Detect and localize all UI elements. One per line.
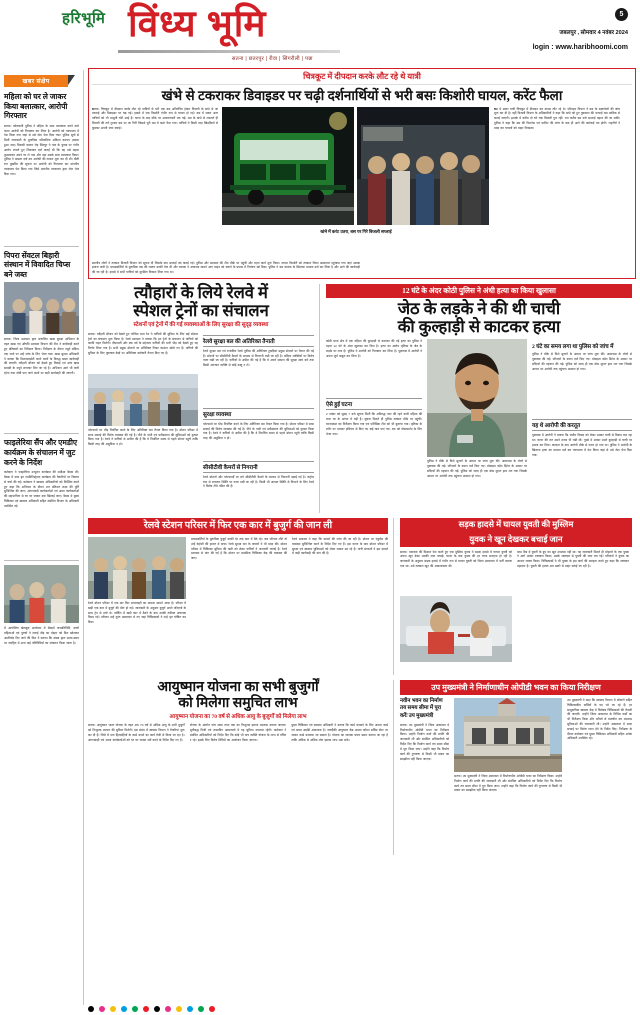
lead-body-2: स्थानीय लोगों ने तत्काल बिजली विभाग को सूचना दी जिसके बाद सप्लाई बंद कराई गई। पुलिस और प्रशासन की टीम मौके पर पहुंची और राहत कार्य शुरू किया। घायल किशोरी को तत्काल जिला अस्पताल पहुंचाया गया जहां उसका इलाज जारी है। प्रत्यक्षदर्शियों के मुताबिक बस की रफ्तार काफी तेज थी और चालक ने अचानक सामने आए वाहन को बचाने के प्रयास में नियंत्रण खो दिया। पुलिस ने बस चालक के खिलाफ मामला दर्ज कर लिया है और आगे की कार्यवाही की जा रही है। हादसे में सभी यात्रियों को सुरक्षित निकाल लिया गया था।	[92, 260, 360, 275]
opd-sidenote: नवीन भवन का निर्माण तय समय सीमा में पूरा करेंः उप मुख्यमंत्री	[400, 697, 443, 719]
lead-body-3: बस में सवार यात्री चित्रकूट में दीपदान कर वापस लौट रहे थे। परिवहन विभाग ने बस के दस्तावेजों की जांच शुरू कर दी है। वहीं बिजली विभाग के अधिकारियों ने कहा कि खंभे को हुए नुकसान की भरपाई बस मालिक से कराई जाएगी। इलाके में करीब दो घंटे तक बिजली गुल रही। रात करीब दस बजे सप्लाई बहाल की जा सकी। पुलिस ने कहा कि बस की फिटनेस एवं परमिट की जांच के बाद ही आगे की कार्रवाई तय होगी। राहगीरों ने मदद कर घायलों को बाहर निकाला।	[494, 106, 620, 130]
blood-story	[400, 518, 632, 675]
color-registration-marks	[88, 1006, 215, 1012]
railway-body-2: रेलवे सुरक्षा बल एवं राजकीय रेलवे पुलिस की अतिरिक्त टुकड़ियां प्रमुख स्टेशनों पर तैनात की गई हैं। स्टेशनों पर सीसीटीवी कैमरों के माध्यम से निगरानी रखी जा रही है। संदिग्ध व्यक्तियों पर विशेष नजर रखी जा रही है। यात्रियों से अपील की गई है कि वे अपने सामान की सुरक्षा स्वयं करें तथा किसी अनजान व्यक्ति से कोई वस्तु न लें।	[203, 348, 314, 368]
old-man-body-3: रेलवे प्रशासन ने कहा कि मामले की जांच की जा रही है। स्टेशन पर एंबुलेंस की व्यवस्था सुनिश्चित करने के निर्देश दिए गए हैं। इस घटना के बाद स्टेशन परिसर में सुरक्षा एवं स्वास्थ्य सुविधाओं को लेकर सवाल उठ रहे हैं। यात्री संगठनों ने इस मामले में कड़ी कार्यवाही की मांग की है।	[292, 536, 388, 556]
old-man-body-2: प्रत्यक्षदर्शियों के मुताबिक बुजुर्ग काफी देर तक कार में बैठे रहे। जब परिजन लौटे तो उन्हें बेहोशी की हालत में पाया। रेलवे सुरक्षा बल के जवानों ने भी मदद की। स्टेशन परिसर में चिकित्सा सुविधा की कमी को लेकर यात्रियों ने नाराजगी जताई है। रेलवे प्रशासन से मांग की गई है कि स्टेशन पर प्राथमिक चिकित्सा केंद्र की व्यवस्था की जाए।	[191, 536, 287, 561]
sidebar-body-0: सतना। कोतवाली पुलिस ने महिला के साथ बलात्कार करने वाले फरार आरोपी को गिरफ्तार कर लिया है। आरोपी को न्यायालय में पेश किया गया जहां से उसे जेल भेज दिया गया। पुलिस सूत्रों से मिली जानकारी के मुताबिक परिवादिया अंकिता कश्यप (बदला हुआ नाम) निवासी बाजार रोड़ सिंगपुर ने गांव के युवक पर गंभीर आरोप लगाते हुए शिकायत दर्ज कराई थी कि वह उसे बहला फुसलाकर अपने घर ले गया और वहां उसके साथ बलात्कार किया। पुलिस ने मामला दर्ज कर आरोपी की तलाश शुरू कर दी थी। बीती रात मुखबिर की सूचना पर आरोपी को गिरफ्तार कर माननीय न्यायालय पेश किया गया जिसे माननीय न्यायालय द्वारा जेल भेज दिया गया।	[4, 123, 79, 176]
murder-body-2b: पुलिस ने मौके से मिले सुरागों के आधार पर जांच शुरू की। आसपास के लोगों से पूछताछ की गई। परिजनों के बयान दर्ज किए गए। मोबाइल कॉल डिटेल के आधार पर संदिग्धों की पहचान की गई। पुलिस को जल्द ही एक ठोस सुराग हाथ लग गया जिसके आधार पर आरोपी तक पहुंचना आसान हो गया।	[532, 352, 632, 371]
murder-subhead-1: ऐसे हुई घटना	[326, 398, 422, 410]
opd-body-1: सतना। उप मुख्यमंत्री ने जिला अस्पताल में निर्माणाधीन ओपीडी भवन का निरीक्षण किया। उन्होंने निर्माण कार्य की प्रगति की जानकारी ली और संबंधित अधिकारियों को निर्देश दिए कि निर्माण कार्य तय समय सीमा में पूरा किया जाए। उन्होंने कहा कि निर्माण कार्य की गुणवत्ता से किसी भी प्रकार का समझौता नहीं किया जाएगा।	[400, 722, 450, 761]
murder-body-3: पूछताछ में आरोपी ने बताया कि जमीन विवाद को लेकर उसका चाची से विवाद चल रहा था। घटना की रात उसने शराब पी रखी थी। गुस्से में आकर उसने कुल्हाड़ी से चाची पर हमला कर दिया। वारदात के बाद आरोपी मौके से फरार हो गया था। पुलिस ने आरोपी के खिलाफ हत्या का मामला दर्ज कर न्यायालय में पेश किया जहां से उसे जेल भेज दिया गया।	[532, 433, 632, 457]
divider	[4, 560, 79, 561]
ayushman-story	[88, 680, 394, 855]
murder-body-1: कोठी थाना क्षेत्र में एक महिला की कुल्हाड़ी से काटकर की गई हत्या का पुलिस ने महज 12 घंटे के अंदर खुलासा कर दिया है। हत्या का आरोप मृतिका के जेठ के लड़के पर लगा है। पुलिस ने आरोपी को गिरफ्तार कर लिया है। पूछताछ में आरोपी ने अपना जुर्म कबूल कर लिया है।	[326, 339, 422, 358]
railway-subhead: स्टेशनों एवं ट्रेनों में की गई व्यवस्थाओं के लिए सुरक्षा की सुदृढ़ व्यवस्था	[133, 322, 269, 329]
lead-photo-caption: खंभे में करंट उतरा, बस पर गिरे बिजली सप्लाई	[320, 228, 392, 234]
section-railway-murder	[88, 284, 636, 514]
sidebar-headline-2[interactable]: फाइलेरिया सैंप और एमडीए कार्यक्रम के संचालन में जुट करने के निर्देश	[4, 438, 78, 467]
murder-accused-photo	[427, 339, 527, 457]
lead-kicker: चित्रकूट में दीपदान करके लौट रहे थे यात्री	[92, 71, 632, 85]
ayushman-headline-line1[interactable]: आयुष्मान योजना का सभी बुजुर्गों	[157, 679, 319, 695]
railway-box-body: रेलवे स्टेशनों और प्लेटफार्मों पर लगे सीसीटीवी कैमरों के माध्यम से निगरानी बढ़ाई गई है। कंट्रोल रूम से लगातार स्थिति पर नजर रखी जा रही है। किसी भी आपात स्थिति से निपटने के लिए रेलवे ने विशेष टीमें गठित की हैं।	[203, 474, 314, 489]
railway-box-head: सीसीटीवी कैमरों से निगरानी	[203, 461, 314, 473]
murder-story	[326, 284, 632, 514]
blood-body-1: सतना। मानवता की मिसाल पेश करते हुए एक मुस्लिम युवक ने सड़क हादसे में घायल युवती को अपना खून देकर उसकी जान बचाई। घटना के बाद युवक की हर तरफ सराहना हो रही है। जानकारी के अनुसार सड़क हादसे में गंभीर रूप से घायल युवती को जिला अस्पताल में भर्ती कराया गया था। उसे तत्काल खून की आवश्यकता थी।	[400, 549, 512, 569]
railway-body-3: प्लेटफार्म पर भीड़ नियंत्रित करने के लिए अतिरिक्त बल तैनात किया गया है। स्टेशन परिसर में साफ सफाई की विशेष व्यवस्था की गई है। पीने के पानी एवं प्रतीक्षालय की सुविधाओं को दुरुस्त किया गया है। रेलवे ने यात्रियों से अपील की है कि वे निर्धारित समय से पहले स्टेशन पहुंचें ताकि किसी तरह की असुविधा न हो।	[203, 421, 314, 441]
masthead	[0, 0, 640, 68]
opd-body-3: उप मुख्यमंत्री ने कहा कि स्वास्थ्य विभाग में डॉक्टरों सहित चिकित्सकीय कर्मियों के पद भरे जा रहे हैं। हर सामुदायिक स्वास्थ्य केंद्र में विशेषज्ञ चिकित्सकों की तैनाती की जाएगी। उन्होंने जिला अस्पताल के विभिन्न वार्डों का भी निरीक्षण किया और मरीजों से बातचीत कर उपलब्ध सुविधाओं की जानकारी ली। उन्होंने अस्पताल में साफ सफाई पर विशेष ध्यान देने के निर्देश दिए। निरीक्षण के दौरान कलेक्टर एवं मुख्य चिकित्सा अधिकारी सहित अनेक अधिकारी उपस्थित रहे।	[567, 697, 632, 741]
old-man-photo	[88, 537, 186, 599]
opd-body-2: सतना। उप मुख्यमंत्री ने जिला अस्पताल में निर्माणाधीन ओपीडी भवन का निरीक्षण किया। उन्होंने निर्माण कार्य की प्रगति की जानकारी ली और संबंधित अधिकारियों को निर्देश दिए कि निर्माण कार्य तय समय सीमा में पूरा किया जाए। उन्होंने कहा कि निर्माण कार्य की गुणवत्ता से किसी भी प्रकार का समझौता नहीं किया जाएगा।	[454, 773, 563, 793]
lead-photo-bus	[222, 107, 354, 225]
sidebar-photo-1	[4, 282, 79, 334]
old-man-story	[88, 518, 394, 675]
sidebar-body-1: सतना। जिला प्रशासन द्वारा संचालित खाद्य सुरक्षा अभियान के तहत खाद्य एवं औषधि प्रशासन विभाग की टीम ने कार्यवाही करते हुए प्रतिष्ठानों का निरीक्षण किया। निरीक्षण के दौरान नमूने संदिग्ध पाए जाने पर उन्हें जांच के लिए भेजा गया। खाद्य सुरक्षा अधिकारी ने बताया कि मिलावटखोरी करने वालों के विरुद्ध सख्त कार्यवाही की जाएगी। त्यौहारी सीजन को देखते हुए मिठाई एवं अन्य खाद्य सामग्री के नमूने लगातार लिए जा रहे हैं। अभियान आगे भी जारी रहेगा तथा दोषी पाए जाने वालों पर कड़ी कार्यवाही की जाएगी।	[4, 337, 79, 376]
sidebar-body-3: में आयोजित खेलकूद आयोजन में सैकड़ों जनप्रतिनिधि, बच्चों महिलाओं एवं पुरुषों ने लगाई दौड़ का मोहरा को दिल खोलकर आशीर्वाद दिए जाने की विश ने बताया कि संस्था द्वारा समय-समय पर जनहित में अन्य कई गतिविधियों का संचालन किया जाता है।	[4, 626, 79, 645]
blood-donation-photo	[400, 596, 512, 662]
railway-subhead-2: रेलवे सुरक्षा बल की अतिरिक्त तैनाती	[203, 335, 314, 347]
murder-kicker: 12 घंटे के अंदर कोठी पुलिस ने अंधी हत्या का किया खुलासा	[326, 284, 632, 298]
railway-subhead-3: सुरक्षा व्यवस्था	[203, 408, 314, 420]
blood-headline-line1[interactable]: सड़क हादसे में घायल युवती की मुस्लिम	[400, 518, 632, 532]
ayushman-body-1: सतना। आयुष्मान भारत योजना के तहत अब 70 वर्ष से अधिक आयु के सभी बुजुर्गों को निःशुल्क उपचार की सुविधा मिलेगी। इस संबंध में स्वास्थ्य विभाग ने तैयारियां शुरू कर दी हैं। जिले में पात्र हितग्राहियों के कार्ड बनाने का कार्य तेजी से किया जा रहा है। आंगनबाड़ी एवं आशा कार्यकर्ताओं को घर घर जाकर सर्वे करने के निर्देश दिए गए हैं।	[88, 723, 185, 742]
railway-body-3b: प्लेटफार्म पर भीड़ नियंत्रित करने के लिए अतिरिक्त बल तैनात किया गया है। स्टेशन परिसर में साफ सफाई की विशेष व्यवस्था की गई है। पीने के पानी एवं प्रतीक्षालय की सुविधाओं को दुरुस्त किया गया है। रेलवे ने यात्रियों से अपील की है कि वे निर्धारित समय से पहले स्टेशन पहुंचें ताकि किसी तरह की असुविधा न हो।	[88, 427, 198, 447]
lead-photo-group	[222, 107, 490, 259]
ayushman-headline-line2[interactable]: को मिलेगा समुचित लाभ	[178, 696, 298, 712]
opd-building-photo	[454, 698, 562, 772]
railway-body-1: सतना। त्यौहारी सीजन को देखते हुए पश्चिम मध्य रेल ने यात्रियों की सुविधा के लिए कई स्पेशल ट्रेनों का संचालन शुरू किया है। रेलवे प्रशासन ने बताया कि इन ट्रेनों के संचालन से यात्रियों को काफी राहत मिलेगी। दीपावली और छठ पर्व के मद्देनजर यात्रियों की भारी भीड़ को देखते हुए यह निर्णय लिया गया है। सभी प्रमुख स्टेशनों पर अतिरिक्त टिकट काउंटर खोले गए हैं। यात्रियों की सुविधा के लिए पूछताछ केंद्रों पर अतिरिक्त कर्मचारी तैनात किए गए हैं।	[88, 331, 198, 355]
ayushman-body-3: मुख्य चिकित्सा एवं स्वास्थ्य अधिकारी ने बताया कि कार्ड बनवाने के लिए आधार कार्ड एवं समग्र आईडी आवश्यक है। नजदीकी आयुष्मान केंद्र अथवा कॉमन सर्विस सेंटर पर जाकर कार्ड बनवाया जा सकता है। योजना का व्यापक प्रचार प्रसार कराया जा रहा है ताकि अधिक से अधिक लोग इसका लाभ उठा सकें।	[291, 723, 389, 742]
murder-headline-line2[interactable]: की कुल्हाड़ी से काटकर हत्या	[397, 316, 561, 336]
sidebar-brief-news	[4, 70, 84, 1005]
railway-photo	[88, 374, 198, 426]
section-oldman-blood	[88, 518, 636, 675]
divider	[4, 246, 79, 247]
masthead-rule	[118, 50, 340, 53]
lead-photo-crowd	[357, 107, 489, 225]
sidebar-headline-0[interactable]: महिला को घर ले जाकर किया बलात्कार, आरोपी गिरफ्तार	[4, 92, 68, 121]
ayushman-subhead: आयुष्मान योजना का 70 वर्ष से अधिक आयु के बुजुर्गों को मिलेगा लाभ	[169, 714, 307, 721]
publisher-brand: हरिभूमि	[62, 11, 106, 27]
lead-column-3	[494, 107, 620, 259]
divider	[4, 433, 79, 434]
murder-headline-line1[interactable]: जेठ के लड़के ने की थी चाची	[397, 298, 561, 318]
main-content	[88, 68, 636, 855]
old-man-headline[interactable]: रेलवे स्टेशन परिसर में फिर एक कार में बुजुर्ग की जान ली	[88, 518, 388, 534]
blood-headline-line2[interactable]: युवक ने खून देखकर बचाई जान	[400, 533, 632, 547]
lead-headline[interactable]: खंभे से टकराकर डिवाइडर पर चढ़ी दर्शनार्थियों से भरी बसः किशोरी घायल, करेंट फैला	[161, 88, 563, 103]
lead-body-1: सतना। चित्रकूट में दीपदान करके लौट रहे यात्रियों से भरी एक बस अनियंत्रित होकर बिजली के खंभे से जा टकराई और डिवाइडर पर चढ़ गई। हादसे में एक किशोरी गंभीर रूप से घायल हो गई। बस में सवार अन्य यात्रियों को भी मामूली चोटें आई हैं। घटना के बाद मौके पर अफरातफरी मच गई। बस के खंभे से टकराते ही बिजली की तारें टूटकर बस पर जा गिरीं जिससे पूरी बस में करंट फैल गया। यात्रियों ने किसी तरह खिड़कियों से कूदकर अपनी जान बचाई।	[92, 106, 218, 130]
railway-headline-line2[interactable]: स्पेशल ट्रेनों का संचालन	[133, 300, 269, 320]
sidebar-tag: खबर संक्षेप	[4, 75, 68, 87]
ayushman-body-2: योजना के अंतर्गत पांच लाख रुपए तक का निःशुल्क इलाज उपलब्ध कराया जाएगा। सूचीबद्ध निजी एवं शासकीय अस्पतालों में यह सुविधा उपलब्ध रहेगी। कलेक्टर ने संबंधित अधिकारियों को निर्देश दिए कि कोई भी पात्र व्यक्ति योजना के लाभ से वंचित न रहे। इसके लिए विशेष शिविरों का आयोजन किया जाएगा।	[189, 723, 287, 742]
sidebar-photo-3	[4, 565, 79, 623]
date-line: जबलपुर , सोमवार 4 नवंबर 2024	[559, 30, 628, 36]
murder-body-1b: 2 नवंबर को सुबह 7 बजे सूचना मिली कि अनिरुद्ध नगर की रहने वाली महिला की लाश घर के आंगन में पड़ी है। सूचना मिलते ही पुलिस तत्काल मौके पर पहुंची। घटनास्थल का निरीक्षण किया गया एवं फॉरेंसिक टीम को भी बुलाया गया। मृतिका के शरीर पर धारदार हथियार से किए गए कई घाव पाए गए। शव को पोस्टमार्टम के लिए भेजा गया।	[326, 412, 422, 436]
edition-cities: सतना | छतरपुर | रीवा | सिंगरौली | पन्ना	[232, 56, 313, 62]
lead-column-1	[92, 107, 218, 259]
blood-body-2: ब्लड बैंक में युवती के ग्रुप का खून उपलब्ध नहीं था। यह जानकारी मिलते ही मोहल्ले के एक युवक ने आगे आकर रक्तदान किया। उसके रक्तदान से युवती की जान बच गई। परिजनों ने युवक का आभार व्यक्त किया। चिकित्सकों ने भी युवक के इस कार्य की सराहना करते हुए कहा कि रक्तदान महादान है। युवती की हालत अब खतरे से बाहर बताई जा रही है।	[517, 549, 629, 569]
page-number-badge: 5	[615, 8, 628, 21]
murder-subhead-2: 2 घंटे का समय लगा था पुलिस को जांच में	[532, 344, 614, 351]
website-login-line[interactable]: login : www.haribhoomi.com	[532, 44, 628, 51]
railway-headline-line1[interactable]: त्यौहारों के लिये रेलवे में	[134, 282, 268, 302]
opd-story	[400, 680, 632, 855]
section-ayushman-opd	[88, 680, 636, 855]
newspaper-title: विंध्य भूमि	[128, 4, 267, 45]
murder-body-2: पुलिस ने मौके से मिले सुरागों के आधार पर जांच शुरू की। आसपास के लोगों से पूछताछ की गई। परिजनों के बयान दर्ज किए गए। मोबाइल कॉल डिटेल के आधार पर संदिग्धों की पहचान की गई। पुलिस को जल्द ही एक ठोस सुराग हाथ लग गया जिसके आधार पर आरोपी तक पहुंचना आसान हो गया।	[427, 459, 527, 478]
murder-subhead-3: यह थे आरोपी की करतूत	[532, 419, 632, 431]
old-man-body-1: रेलवे स्टेशन परिसर में एक बार फिर लापरवाही का मामला सामने आया है। परिसर में खड़ी एक कार में बुजुर्ग की मौत हो गई। जानकारी के अनुसार बुजुर्ग अपने परिजनों के साथ ट्रेन से उतरे थे। पार्किंग में खड़ी कार में बैठने के बाद उनकी तबीयत अचानक बिगड़ गई। परिजन उन्हें तुरंत अस्पताल ले गए जहां चिकित्सकों ने उन्हें मृत घोषित कर दिया।	[88, 600, 186, 625]
opd-headline[interactable]: उप मुख्यमंत्री ने निर्माणाधीन ओपीडी भवन का किया निरीक्षण	[400, 680, 632, 695]
railway-story	[88, 284, 320, 514]
sidebar-headline-1[interactable]: पिपरा सेंवटल बिहारी संस्थान में विवादित चिप्स बने जब्त	[4, 250, 71, 279]
lead-story	[88, 68, 636, 279]
sidebar-body-2: कलेक्टर ने फाइलेरिया उन्मूलन कार्यक्रम की समीक्षा बैठक ली। बैठक में मास ड्रग एडमिनिस्ट्रेशन कार्यक्रम की तैयारियों पर विस्तार से चर्चा की गई। कलेक्टर ने स्वास्थ्य अधिकारियों को निर्देशित करते हुए कहा कि अभियान के दौरान शत प्रतिशत लक्ष्य की पूर्ति सुनिश्चित की जाए। आंगनबाड़ी कार्यकर्ताओं एवं आशा कार्यकर्ताओं की सहभागिता से घर घर जाकर दवा खिलाई जाए। बैठक में मुख्य चिकित्सा एवं स्वास्थ्य अधिकारी सहित संबंधित विभाग के अधिकारी उपस्थित रहे।	[4, 470, 79, 508]
